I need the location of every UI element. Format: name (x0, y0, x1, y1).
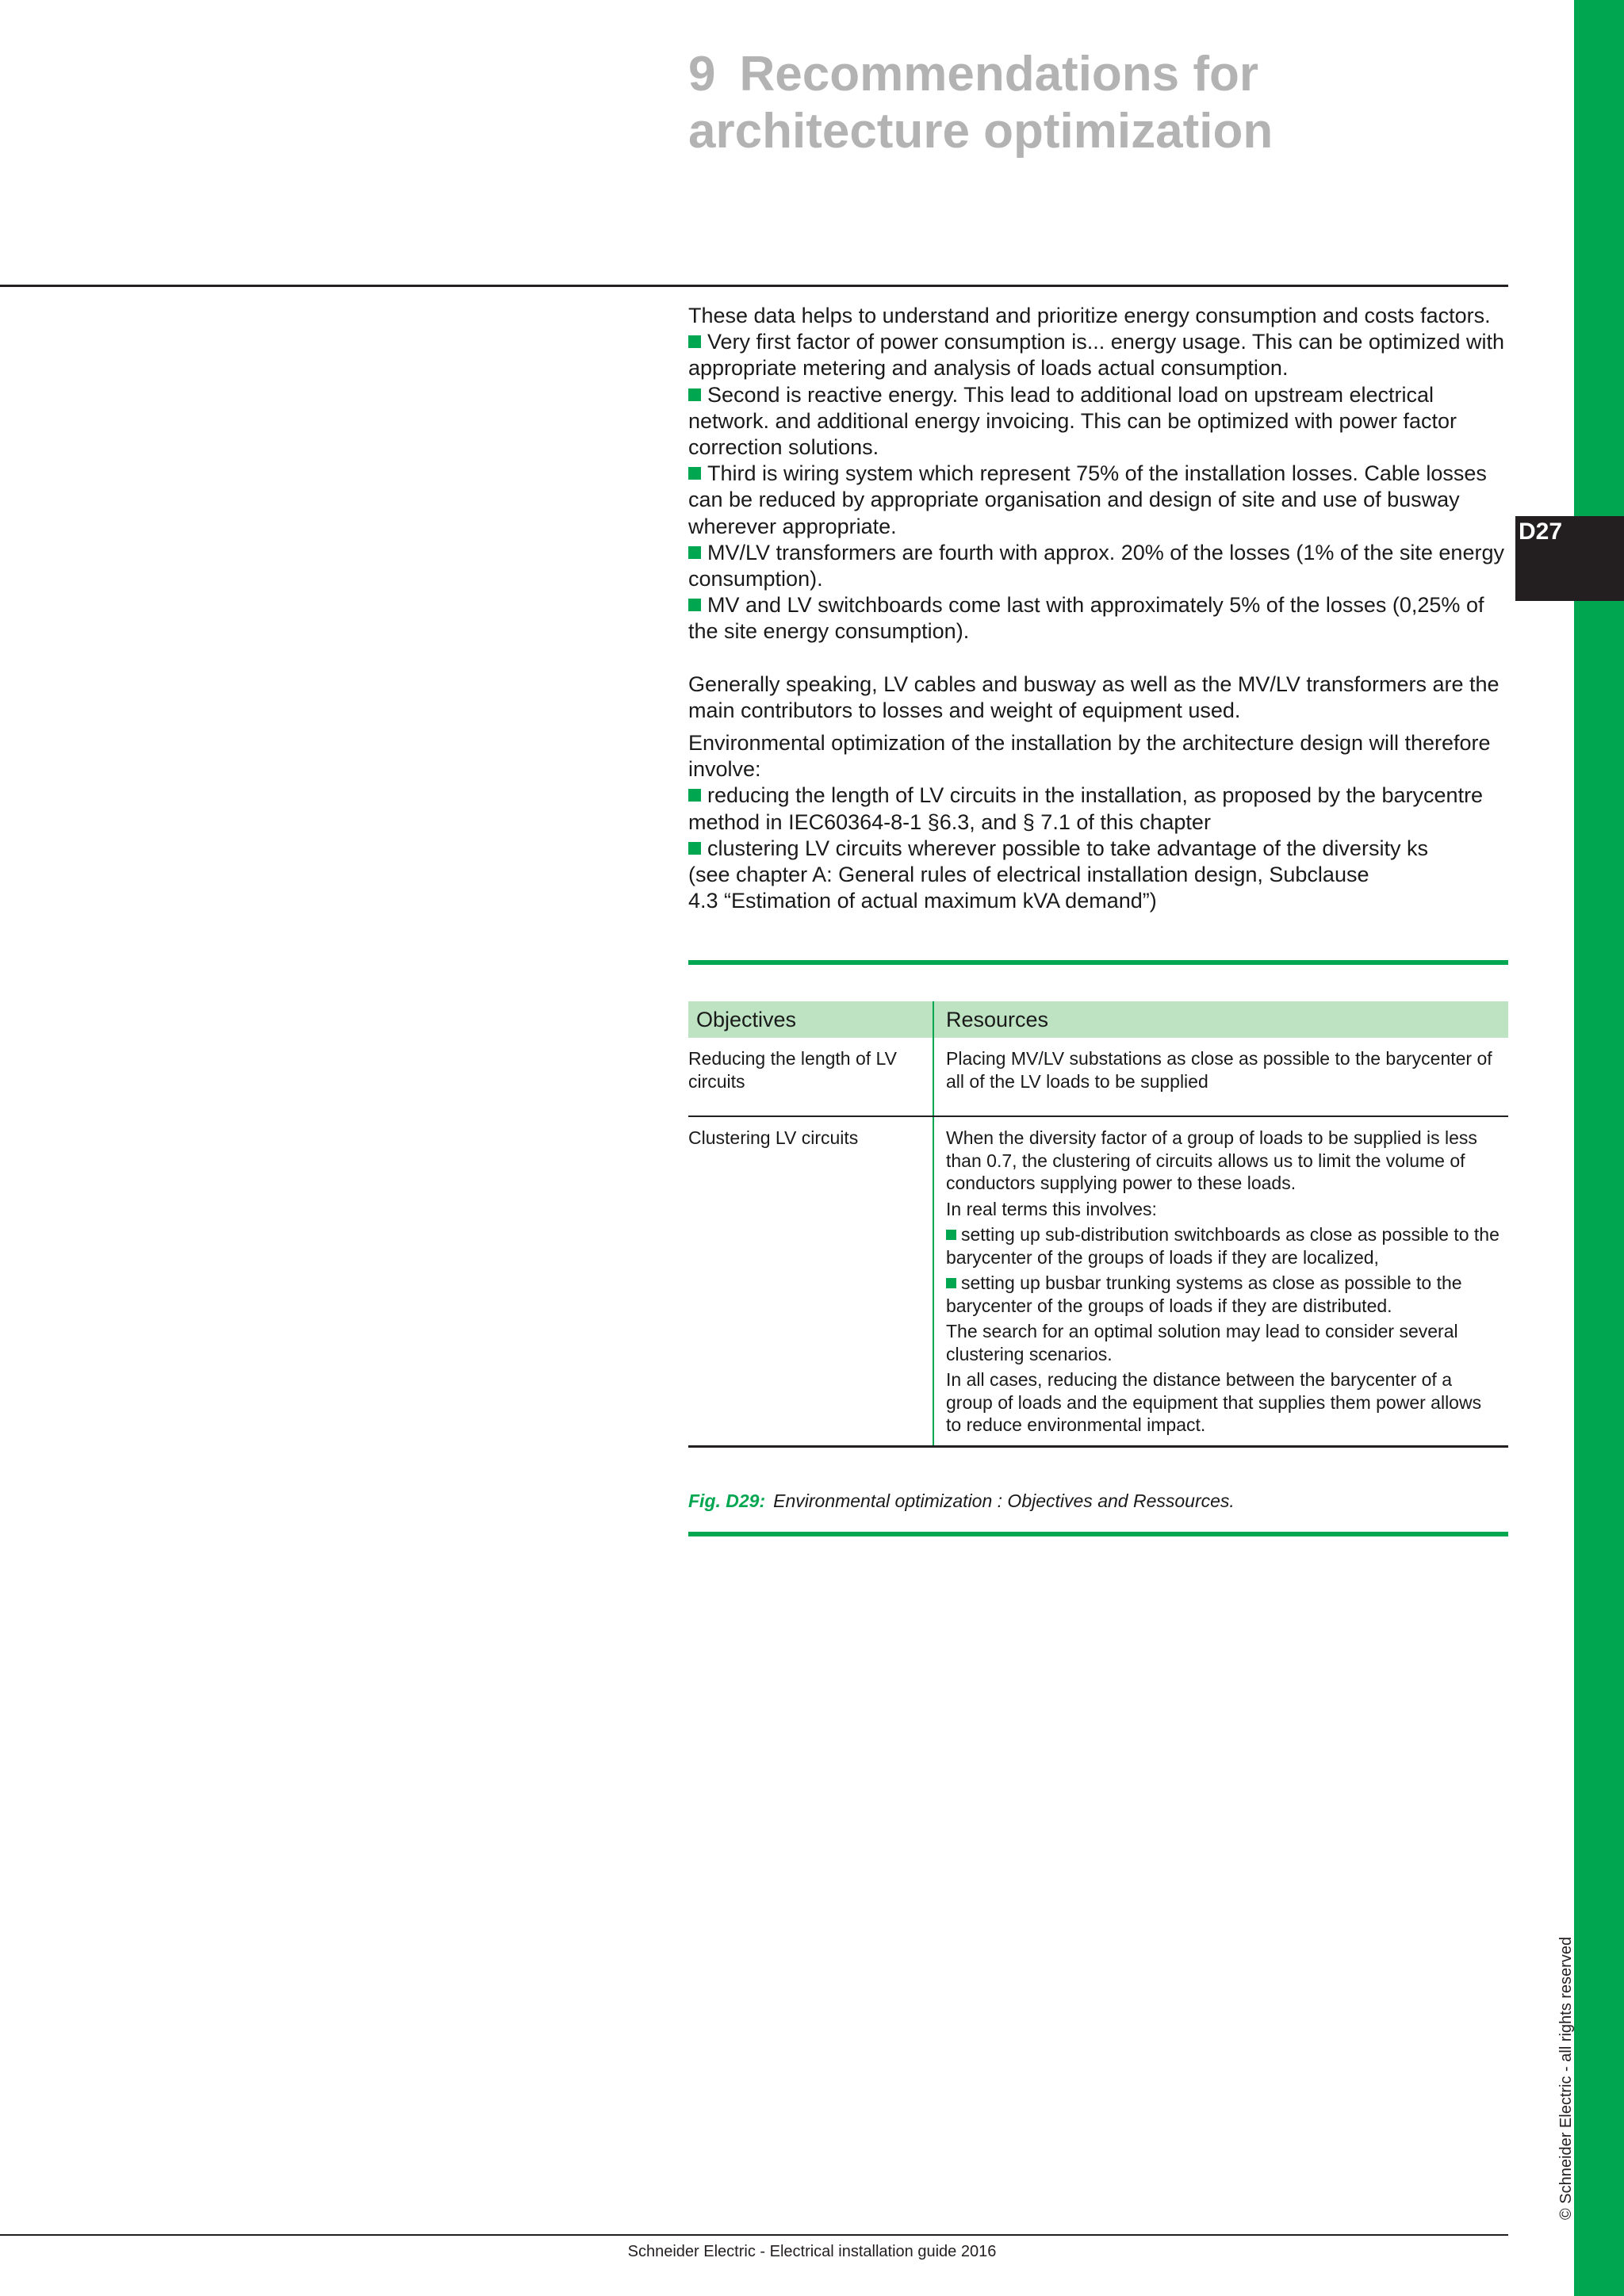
bullet-square-icon (688, 546, 701, 559)
figure-label: Fig. D29: (688, 1490, 766, 1511)
table-row (688, 1038, 1508, 1117)
copyright-text: © Schneider Electric - all rights reserved (1557, 1936, 1575, 2220)
objectives-table (688, 1001, 1508, 1448)
header-rule (0, 285, 1508, 287)
bullet-square-icon (946, 1278, 956, 1288)
bullet-square-icon (688, 599, 701, 611)
paragraph-2: Generally speaking, LV cables and busway as well as the MV/LV transformers are the main contributors to losses and weight of equipment used. (688, 672, 1500, 722)
intro-paragraph: These data helps to understand and prioritize energy consumption and costs factors. (688, 304, 1491, 327)
bullet-item: setting up sub-distribution switchboards as close as possible to the barycenter of the groups of loads if they are localized, (946, 1224, 1500, 1268)
bullet-item: reducing the length of LV circuits in the installation, as proposed by the barycentre method in IEC60364-8-1 §6.3, and § 7.1 of this chapter (688, 783, 1484, 834)
bullet-square-icon (688, 842, 701, 855)
side-green-bar (1574, 0, 1624, 2296)
figure-caption-text: Environmental optimization : Objectives and Ressources. (773, 1490, 1235, 1511)
footer-text: Schneider Electric - Electrical installation guide 2016 (627, 2243, 997, 2260)
bullet-square-icon (946, 1230, 956, 1240)
figure-caption (688, 1490, 1235, 1512)
bullet-square-icon (688, 335, 701, 348)
table-top-rule (688, 960, 1508, 965)
bullet-square-icon (688, 467, 701, 480)
footer-rule (0, 2234, 1508, 2236)
bullet-square-icon (688, 388, 701, 401)
page-id: D27 (1519, 519, 1563, 545)
bullet-item: Second is reactive energy. This lead to additional load on upstream electrical network. and additional energy invoicing. This can be optimized with power factor correction solutions. (688, 382, 1457, 460)
table-bottom-rule (688, 1532, 1508, 1536)
table-header (688, 1001, 1508, 1038)
paragraph-3: Environmental optimization of the installation by the architecture design will therefore involve: (688, 731, 1491, 782)
bullet-item: Third is wiring system which represent 75% of the installation losses. Cable losses can be reduced by appropriate organisation and design of site and use of busway wherever appropriate. (688, 461, 1487, 538)
bullet-item: clustering LV circuits wherever possible to take advantage of the diversity ks (688, 836, 1513, 862)
section-number: 9 (688, 47, 716, 101)
header-objectives: Objectives (688, 1001, 934, 1038)
objective-cell: Clustering LV circuits (688, 1117, 934, 1445)
bullet-square-icon (688, 789, 701, 802)
table-row (688, 1117, 1508, 1448)
bullet-item: MV/LV transformers are fourth with approx. 20% of the losses (1% of the site energy consumption). (688, 540, 1504, 591)
title-line-1: Recommendations for (739, 47, 1259, 101)
objective-cell: Reducing the length of LV circuits (688, 1038, 934, 1115)
bullet-item: Very first factor of power consumption is... energy usage. This can be optimized with appropriate metering and analysis of loads actual consumption. (688, 330, 1504, 381)
page-title (688, 46, 1273, 160)
resource-cell: Placing MV/LV substations as close as possible to the barycenter of all of the LV loads to be supplied (946, 1048, 1492, 1092)
bullet-continuation: 4.3 “Estimation of actual maximum kVA demand”) (688, 889, 1157, 913)
body-text (688, 303, 1513, 914)
resource-cell: When the diversity factor of a group of loads to be supplied is less than 0.7, the clustering of circuits allows us to limit the volume of conductors supplying power to these loads. In real terms this involves: setting up sub-distribution switchboards as close as possible to the barycenter of the groups of loads if they are localized, setting up busbar trunking systems as close as possible to the barycenter of the groups of loads if they are distributed. The search for an optimal solution may lead to consider several clustering scenarios. In all cases, reducing the distance between the barycenter of a group of loads and the equipment that supplies them power allows to reduce environmental impact. (946, 1127, 1500, 1435)
header-resources: Resources (946, 1008, 1049, 1031)
bullet-continuation: (see chapter A: General rules of electrical installation design, Subclause (688, 863, 1369, 887)
page-tab (1515, 516, 1624, 601)
bullet-item: setting up busbar trunking systems as close as possible to the barycenter of the groups of loads if they are distributed. (946, 1272, 1462, 1316)
bullet-item: MV and LV switchboards come last with approximately 5% of the losses (0,25% of the site energy consumption). (688, 593, 1484, 644)
title-line-2: architecture optimization (688, 104, 1274, 159)
